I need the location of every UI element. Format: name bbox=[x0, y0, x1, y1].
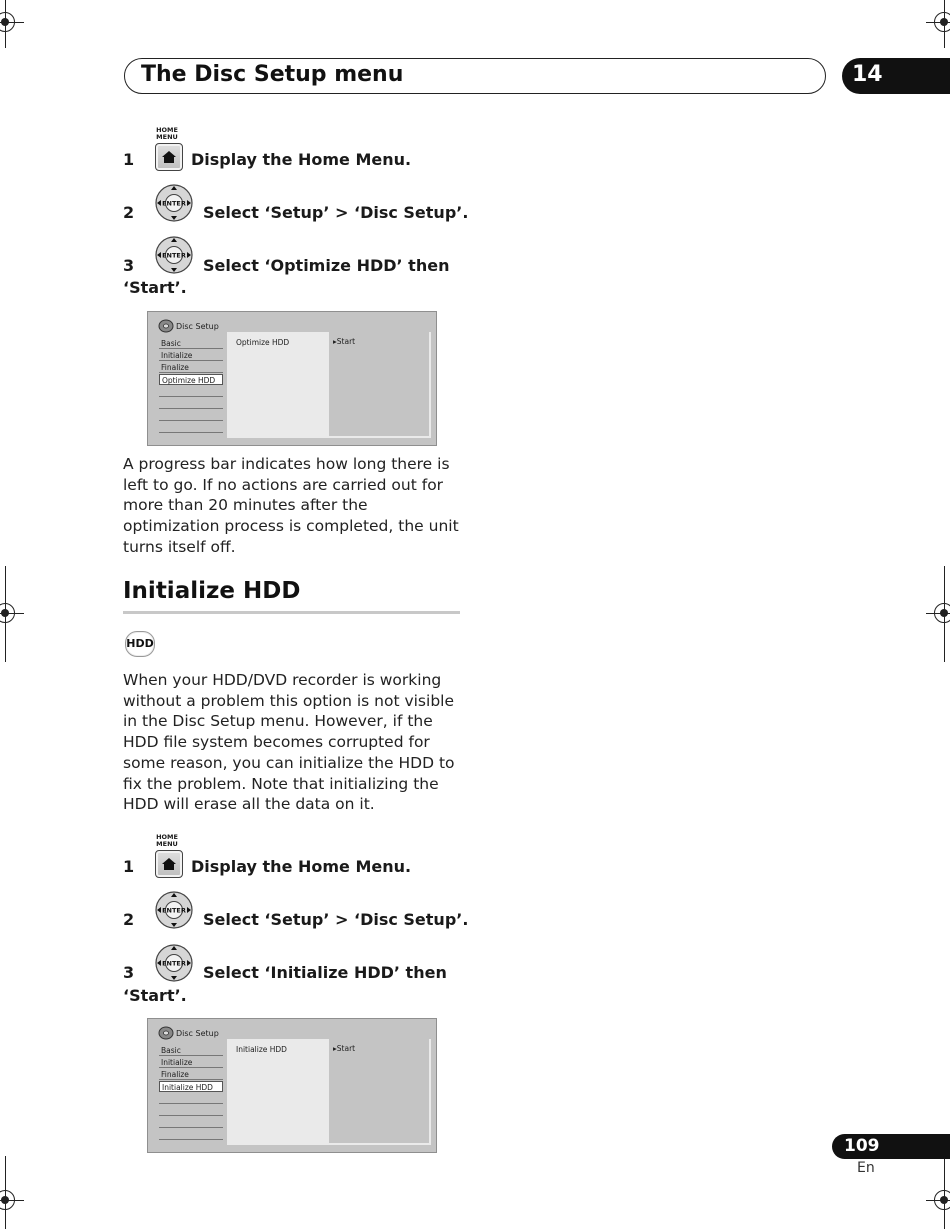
screen-menu-item: Basic bbox=[159, 1045, 223, 1056]
step-text-continued: ‘Start’. bbox=[123, 986, 187, 1005]
screen-menu-divider bbox=[159, 1103, 223, 1104]
screen-menu-divider bbox=[159, 1139, 223, 1140]
screen-menu-item: Initialize bbox=[159, 1057, 223, 1068]
screen-start-option: ▸Start bbox=[333, 1044, 356, 1053]
step-text: Select ‘Setup’ > ‘Disc Setup’. bbox=[203, 203, 469, 222]
step-text: Select ‘Setup’ > ‘Disc Setup’. bbox=[203, 910, 469, 929]
disc-setup-icon bbox=[158, 319, 174, 333]
screen-menu-divider bbox=[159, 1127, 223, 1128]
page-language: En bbox=[857, 1160, 875, 1176]
chapter-tab bbox=[842, 58, 950, 94]
section-heading: Initialize HDD bbox=[123, 578, 301, 604]
screen-content-panel bbox=[227, 332, 431, 438]
screen-menu-divider bbox=[159, 420, 223, 421]
progress-bar-paragraph: A progress bar indicates how long there is left to go. If no actions are carried out for more than 20 minutes after the optimization process is completed, the unit turns itself off. bbox=[123, 455, 459, 556]
step-number: 3 bbox=[123, 256, 135, 275]
svg-text:ENTER: ENTER bbox=[162, 906, 186, 915]
screen-option-panel bbox=[329, 1039, 431, 1143]
page-title: The Disc Setup menu bbox=[141, 62, 404, 87]
step-number: 1 bbox=[123, 857, 135, 876]
screen-content-panel bbox=[227, 1039, 431, 1145]
page-number: 109 bbox=[844, 1136, 880, 1156]
screen-menu-item: Finalize bbox=[159, 1069, 223, 1080]
svg-text:ENTER: ENTER bbox=[162, 199, 186, 208]
section-rule bbox=[123, 611, 460, 614]
svg-text:ENTER: ENTER bbox=[162, 959, 186, 968]
screen-menu-item-selected: Optimize HDD bbox=[159, 374, 223, 385]
svg-text:ENTER: ENTER bbox=[162, 251, 186, 260]
screen-title: Disc Setup bbox=[176, 1029, 219, 1038]
disc-setup-icon bbox=[158, 1026, 174, 1040]
step-text: Display the Home Menu. bbox=[191, 150, 412, 169]
step-number: 3 bbox=[123, 963, 135, 982]
home-menu-label: HOME MENU bbox=[156, 126, 178, 141]
screen-start-option: ▸Start bbox=[333, 337, 356, 346]
enter-dpad-icon bbox=[155, 944, 193, 982]
screen-option-label: Optimize HDD bbox=[236, 338, 290, 347]
home-menu-label: HOME MENU bbox=[156, 833, 178, 848]
screen-title: Disc Setup bbox=[176, 322, 219, 331]
page-number-tab bbox=[832, 1134, 950, 1159]
step-number: 2 bbox=[123, 910, 135, 929]
step-text: Select ‘Optimize HDD’ then bbox=[203, 256, 450, 275]
step-text: Display the Home Menu. bbox=[191, 857, 412, 876]
screen-menu-item: Basic bbox=[159, 338, 223, 349]
enter-dpad-icon bbox=[155, 236, 193, 274]
screen-menu-item: Finalize bbox=[159, 362, 223, 373]
disc-setup-screen-optimize bbox=[147, 311, 437, 446]
step-number: 1 bbox=[123, 150, 135, 169]
initialize-hdd-paragraph: When your HDD/DVD recorder is working without a problem this option is not visible in the Disc Setup menu. However, if the HDD file system becomes corrupted for some reason, you can initialize the HDD to fix the problem. Note that initializing the HDD will erase all the data on it. bbox=[123, 671, 455, 814]
home-menu-button-icon bbox=[155, 143, 183, 171]
page-title-box bbox=[124, 58, 826, 94]
screen-menu-divider bbox=[159, 408, 223, 409]
step-number: 2 bbox=[123, 203, 135, 222]
enter-dpad-icon bbox=[155, 184, 193, 222]
screen-menu-divider bbox=[159, 1115, 223, 1116]
enter-dpad-icon bbox=[155, 891, 193, 929]
hdd-badge-icon: HDD bbox=[125, 631, 155, 657]
house-icon bbox=[162, 858, 176, 870]
screen-menu-divider bbox=[159, 396, 223, 397]
chapter-number: 14 bbox=[852, 62, 883, 87]
screen-option-panel bbox=[329, 332, 431, 436]
screen-option-label: Initialize HDD bbox=[236, 1045, 287, 1054]
home-menu-button-icon bbox=[155, 850, 183, 878]
house-icon bbox=[162, 151, 176, 163]
screen-menu-item-selected: Initialize HDD bbox=[159, 1081, 223, 1092]
disc-setup-screen-initialize bbox=[147, 1018, 437, 1153]
screen-menu-item: Initialize bbox=[159, 350, 223, 361]
step-text: Select ‘Initialize HDD’ then bbox=[203, 963, 447, 982]
screen-menu-divider bbox=[159, 432, 223, 433]
step-text-continued: ‘Start’. bbox=[123, 278, 187, 297]
